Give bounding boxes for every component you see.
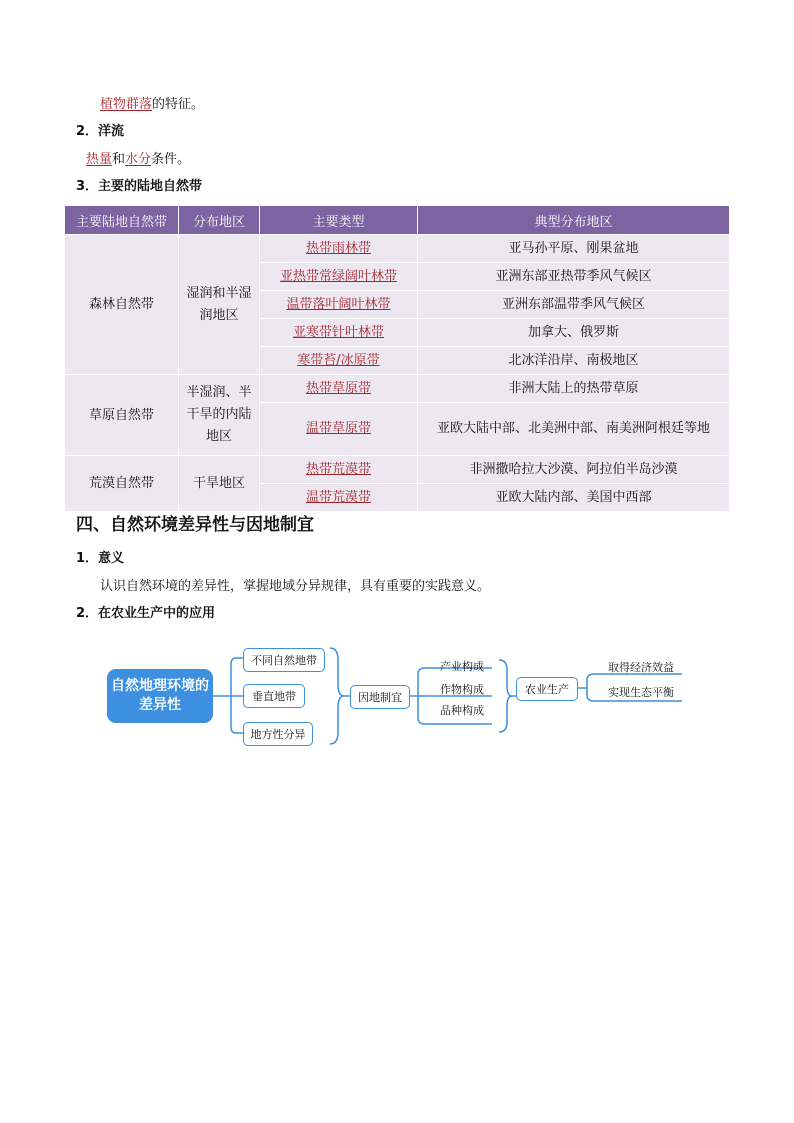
type-link[interactable]: 热带草原带 [305, 381, 371, 396]
area-cell: 加拿大、俄罗斯 [418, 319, 730, 347]
table-row [65, 375, 730, 403]
meaning-body: 认识自然环境的差异性，掌握地域分异规律，具有重要的实践意义。 [100, 579, 491, 594]
factor-vertical: 垂直地带 [243, 684, 305, 708]
table-row [65, 456, 730, 484]
area-cell: 亚欧大陆中部、北美洲中部、南美洲阿根廷等地 [418, 403, 730, 456]
type-cell [260, 375, 418, 403]
section-land-zones: 3．主要的陆地自然带 [76, 179, 203, 194]
table-header-row [65, 206, 730, 235]
outcome-economic: 取得经济效益 [608, 661, 674, 674]
component-crop: 作物构成 [440, 683, 484, 696]
table-row [65, 235, 730, 263]
term-water[interactable]: 水分 [125, 152, 152, 167]
area-cell: 亚欧大陆内部、美国中西部 [418, 484, 730, 512]
col-header-area: 典型分布地区 [418, 206, 730, 235]
section-four-title: 四、自然环境差异性与因地制宜 [76, 515, 314, 535]
type-link[interactable]: 热带雨林带 [305, 241, 371, 256]
type-link[interactable]: 温带荒漠带 [305, 490, 371, 505]
intro-line: 植物群落的特征。 [100, 97, 205, 112]
area-cell: 北冰洋沿岸、南极地区 [418, 347, 730, 375]
type-cell [260, 403, 418, 456]
factor-zones: 不同自然地带 [243, 648, 325, 672]
mind-map [100, 640, 700, 760]
outcome-ecological: 实现生态平衡 [608, 686, 674, 699]
area-cell: 非洲大陆上的热带草原 [418, 375, 730, 403]
type-link[interactable]: 温带草原带 [305, 421, 371, 436]
type-cell [260, 263, 418, 291]
col-header-zone: 主要陆地自然带 [65, 206, 179, 235]
type-link[interactable]: 亚寒带针叶林带 [292, 325, 384, 340]
middle-node: 因地制宜 [350, 685, 410, 709]
zone-forest: 森林自然带 [65, 235, 179, 375]
section-ocean-current: 2．洋流 [76, 124, 125, 139]
term-heat[interactable]: 热量 [86, 152, 113, 167]
type-cell [260, 484, 418, 512]
subsection-meaning: 1．意义 [76, 551, 125, 566]
area-cell: 非洲撒哈拉大沙漠、阿拉伯半岛沙漠 [418, 456, 730, 484]
type-cell [260, 291, 418, 319]
root-node: 自然地理环境的差异性 [107, 669, 213, 723]
subsection-agriculture: 2．在农业生产中的应用 [76, 606, 216, 621]
area-cell: 亚洲东部温带季风气候区 [418, 291, 730, 319]
factor-local: 地方性分异 [243, 722, 313, 746]
natural-zone-table [64, 205, 730, 512]
type-link[interactable]: 亚热带常绿阔叶林带 [279, 269, 397, 284]
col-header-region: 分布地区 [179, 206, 260, 235]
type-cell [260, 319, 418, 347]
area-cell: 亚马孙平原、刚果盆地 [418, 235, 730, 263]
component-variety: 品种构成 [440, 704, 484, 717]
type-link[interactable]: 寒带苔/冰原带 [297, 353, 380, 368]
type-cell [260, 456, 418, 484]
ocean-current-body: 热量和水分条件。 [86, 152, 191, 167]
type-cell [260, 235, 418, 263]
term-plant-community[interactable]: 植物群落 [100, 97, 153, 112]
region-forest: 湿润和半湿润地区 [179, 235, 260, 375]
region-grassland: 半湿润、半干旱的内陆地区 [179, 375, 260, 456]
area-cell: 亚洲东部亚热带季风气候区 [418, 263, 730, 291]
zone-grassland: 草原自然带 [65, 375, 179, 456]
region-desert: 干旱地区 [179, 456, 260, 512]
zone-desert: 荒漠自然带 [65, 456, 179, 512]
target-node: 农业生产 [516, 677, 578, 701]
type-cell [260, 347, 418, 375]
col-header-type: 主要类型 [260, 206, 418, 235]
type-link[interactable]: 热带荒漠带 [305, 462, 371, 477]
component-industry: 产业构成 [440, 660, 484, 673]
type-link[interactable]: 温带落叶阔叶林带 [286, 297, 391, 312]
